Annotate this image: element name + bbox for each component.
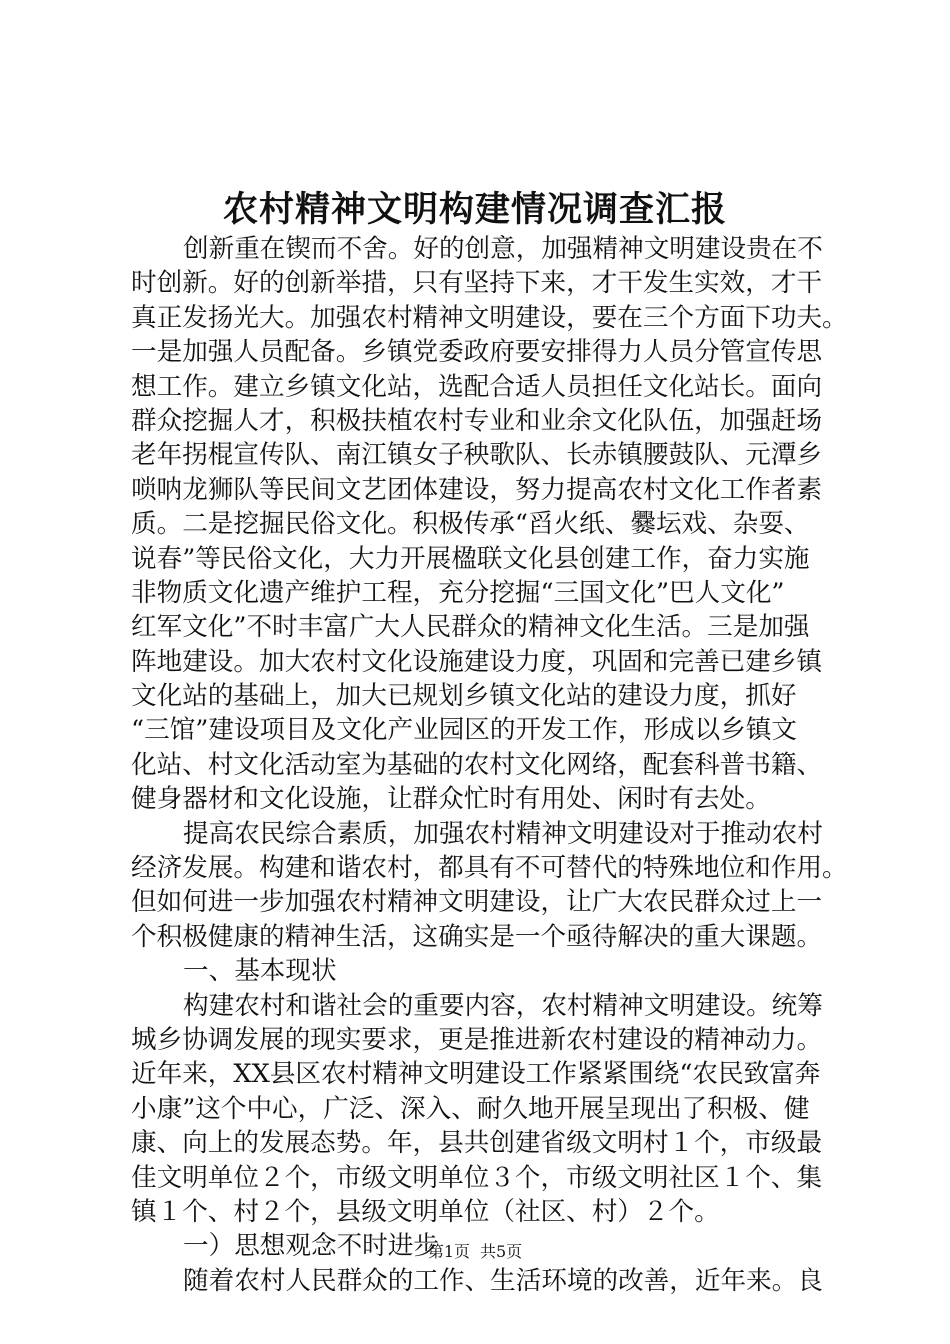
text-line: 一是加强人员配备。乡镇党委政府要安排得力人员分管宣传思 — [131, 337, 823, 368]
text-line: 健身器材和文化设施，让群众忙时有用处、闲时有去处。 — [131, 784, 771, 815]
text-line: 随着农村人民群众的工作、生活环境的改善，近年来。良 — [183, 1265, 823, 1296]
text-line: 但如何进一步加强农村精神文明建设，让广大农民群众过上一 — [131, 887, 823, 918]
text-line: 一）思想观念不时进步 — [183, 1231, 439, 1262]
text-line: 佳文明单位２个，市级文明单位３个，市级文明社区１个、集 — [131, 1162, 823, 1193]
text-line: 文化站的基础上，加大已规划乡镇文化站的建设力度，抓好 — [131, 681, 797, 712]
text-line: 化站、村文化活动室为基础的农村文化网络，配套科普书籍、 — [131, 749, 823, 780]
text-line: 唢呐龙狮队等民间文艺团体建设，努力提高农村文化工作者素 — [131, 474, 823, 505]
text-line: 个积极健康的精神生活，这确实是一个亟待解决的重大课题。 — [131, 921, 823, 952]
text-line: 想工作。建立乡镇文化站，选配合适人员担任文化站长。面向 — [131, 371, 823, 402]
page-total: 共5页 — [480, 1242, 523, 1261]
text-line: 创新重在锲而不舍。好的创意，加强精神文明建设贵在不 — [183, 234, 823, 264]
text-line: 小康”这个中心，广泛、深入、耐久地开展呈现出了积极、健 — [131, 1093, 810, 1124]
text-line: 阵地建设。加大农村文化设施建设力度，巩固和完善已建乡镇 — [131, 646, 823, 677]
text-line: 镇１个、村２个，县级文明单位（社区、村）２个。 — [131, 1196, 720, 1227]
text-line: 康、向上的发展态势。年，县共创建省级文明村１个，市级最 — [131, 1128, 823, 1159]
text-line: 构建农村和谐社会的重要内容，农村精神文明建设。统筹 — [183, 990, 823, 1021]
text-line: “三馆”建设项目及文化产业园区的开发工作，形成以乡镇文 — [131, 715, 798, 746]
text-line: 说春”等民俗文化，大力开展楹联文化县创建工作，奋力实施 — [131, 543, 810, 574]
page-footer — [0, 1240, 950, 1264]
text-line: 一、基本现状 — [183, 956, 337, 987]
text-line: 时创新。好的创新举措，只有坚持下来，才干发生实效，才干 — [131, 268, 823, 299]
text-line: 非物质文化遗产维护工程，充分挖掘“三国文化”巴人文化” — [131, 577, 785, 608]
text-line: 群众挖掘人才，积极扶植农村专业和业余文化队伍，加强赶场 — [131, 405, 823, 436]
text-line: 近年来，XX县区农村精神文明建设工作紧紧围绕“农民致富奔 — [131, 1059, 821, 1090]
text-line: 提高农民综合素质，加强农村精神文明建设对于推动农村 — [183, 818, 823, 849]
text-line: 质。二是挖掘民俗文化。积极传承“舀火纸、爨坛戏、杂耍、 — [131, 509, 810, 540]
text-line: 真正发扬光大。加强农村精神文明建设，要在三个方面下功夫。 — [131, 302, 848, 333]
document-body — [131, 232, 851, 1298]
page-number: 第1页 — [427, 1242, 470, 1261]
text-line: 红军文化”不时丰富广大人民群众的精神文化生活。三是加强 — [131, 612, 810, 643]
document-title: 农村精神文明构建情况调查汇报 — [222, 189, 727, 230]
text-line: 经济发展。构建和谐农村，都具有不可替代的特殊地位和作用。 — [131, 853, 848, 884]
text-line: 老年拐棍宣传队、南江镇女子秧歌队、长赤镇腰鼓队、元潭乡 — [131, 440, 823, 471]
text-line: 城乡协调发展的现实要求，更是推进新农村建设的精神动力。 — [131, 1024, 823, 1055]
